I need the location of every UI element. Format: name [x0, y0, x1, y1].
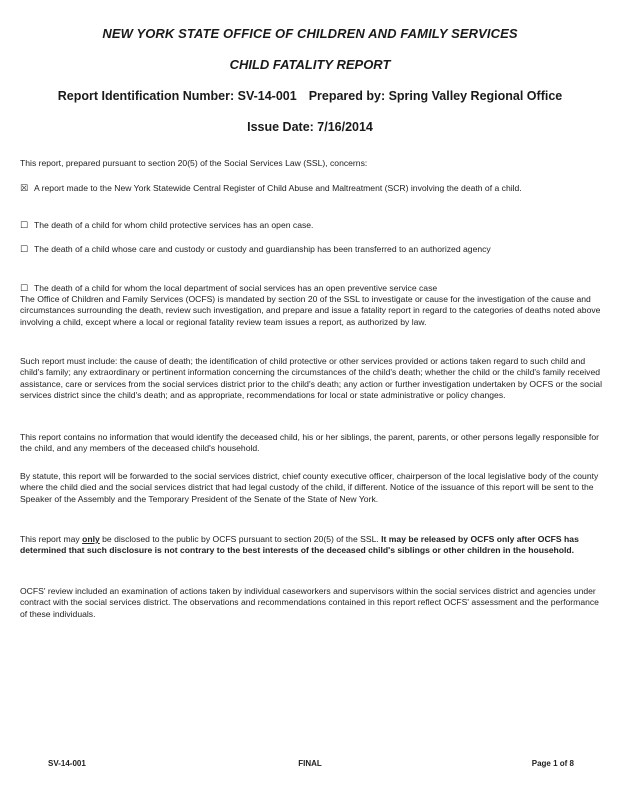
- footer-report-id: SV-14-001: [48, 759, 86, 768]
- checkbox-item-preventive-case: [20, 283, 606, 294]
- checkbox-item-open-cps-case: [20, 220, 606, 231]
- report-identification-line: [0, 89, 620, 103]
- report-id: Report Identification Number: SV-14-001: [57, 89, 297, 103]
- checkbox-item-scr-report: [20, 183, 606, 194]
- disclosure-text: be disclosed to the public by OCFS pursuant to section 20(5) of the SSL.: [99, 534, 382, 544]
- distribution-paragraph: By statute, this report will be forwarded to the social services district, chief county executive officer, chairperson of the local legislative body of the county where the child died and the social services district that had legal custody of the child, if different. Notice of the issuance of this report will be sent to the Speaker of the Assembly and the Temporary President of the Senate of the State of New York.: [20, 471, 599, 504]
- checkbox-item-custody-transferred: [20, 244, 606, 255]
- checked-box-icon: ☒: [20, 183, 29, 193]
- footer-page-number: Page 1 of 8: [531, 759, 574, 768]
- mandate-paragraph: The Office of Children and Family Services (OCFS) is mandated by section 20 of the SSL to investigate or cause for the investigation of the cause and circumstances surrounding the death, review such investigation, and prepare and issue a fatality report in regard to the categories of deaths noted above involving a child, except where a local or regional fatality review team issues a report, as authorized by law.: [20, 294, 601, 327]
- intro-paragraph: This report, prepared pursuant to section 20(5) of the Social Services Law (SSL), concerns:: [20, 158, 368, 168]
- disclosure-emphasis: only: [82, 534, 100, 544]
- unchecked-box-icon: ☐: [20, 244, 29, 254]
- disclosure-bold-text: It may be released by OCFS only after OCFS has determined that such disclosure is not contrary to the best interests of the deceased child's siblings or other children in the household.: [20, 534, 579, 556]
- checkbox-label: The death of a child for whom the local department of social services has an open preventive service case: [34, 283, 438, 293]
- checkbox-label: The death of a child for whom child protective services has an open case.: [34, 220, 314, 230]
- unchecked-box-icon: ☐: [20, 283, 29, 293]
- report-title: CHILD FATALITY REPORT: [229, 57, 391, 72]
- organization-heading: NEW YORK STATE OFFICE OF CHILDREN AND FAMILY SERVICES: [102, 26, 518, 41]
- privacy-paragraph: This report contains no information that would identify the deceased child, his or her siblings, the parent, parents, or other persons legally responsible for the child, and any members of the deceased child's household.: [20, 432, 599, 454]
- issue-date: Issue Date: 7/16/2014: [247, 120, 373, 134]
- review-paragraph: OCFS' review included an examination of actions taken by individual caseworkers and supervisors within the social services district and agencies under contract with the social services district. The observations and recommendations contained in this report reflect OCFS' assessment and the performance of these individuals.: [20, 586, 599, 619]
- checkbox-label: A report made to the New York Statewide Central Register of Child Abuse and Maltreatment (SCR) involving the death of a child.: [34, 183, 522, 193]
- checkbox-label: The death of a child whose care and custody or custody and guardianship has been transferred to an authorized agency: [34, 244, 491, 254]
- unchecked-box-icon: ☐: [20, 220, 29, 230]
- footer-status: FINAL: [298, 759, 322, 768]
- disclosure-paragraph: [20, 534, 606, 557]
- disclosure-text: This report may: [20, 534, 83, 544]
- report-contents-paragraph: Such report must include: the cause of death; the identification of child protective or other services provided or actions taken regard to such child and child's family; any extraordinary or pertinent information concerning the circumstances of the child's death; whether the child or the child's family received assistance, care or services from the social services district prior to the child's death; any action or further investigation undertaken by OCFS or the social services district since the child's death; and as appropriate, recommendations for local or state administrative or policy changes.: [20, 356, 602, 400]
- prepared-by: Prepared by: Spring Valley Regional Office: [308, 89, 563, 103]
